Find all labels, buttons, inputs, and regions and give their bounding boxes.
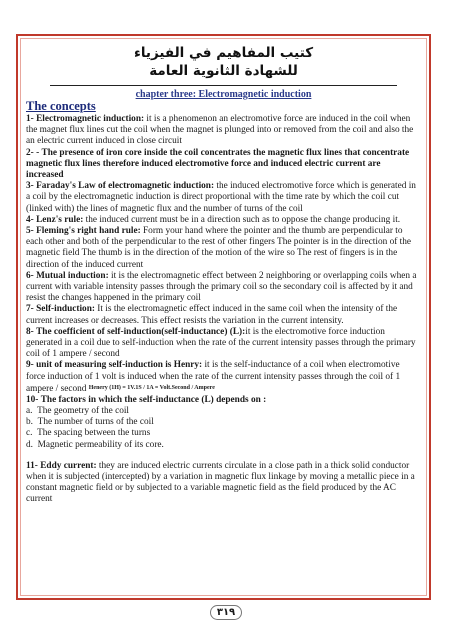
concept-item [26,360,419,394]
book-title: كتيب المفاهيم في الفيزياء [133,45,314,61]
item-term: Self-induction: [36,304,95,315]
item-term: The coefficient of self-induction(self-inductance) (L): [36,326,246,337]
factor-text: The spacing between the turns [37,428,151,439]
item-text: Form your hand where the pointer and the thumb are perpendicular to each other and both of the perpendicular to the rest of other fingers The pointer is in the direction of the magnetic field The thumb is in the direction of the motion of the wire so The rest of fingers is in the direction of the induced current [26,226,412,270]
item-number: 9- [26,360,34,371]
factor-text: Magnetic permeability of its core. [37,439,164,450]
item-term: Lenz's rule: [36,214,84,225]
book-header [18,44,429,80]
concept-item [26,148,419,182]
spacer [26,451,419,461]
item-term: Eddy current: [40,460,97,471]
item-number: 10- [26,394,39,405]
factor-letter: d. [26,439,33,450]
page-number [0,605,452,620]
concept-item [26,461,419,506]
factor-letter: a. [26,406,33,417]
factor-text: The geometry of the coil [37,406,130,417]
item-number: 3- [26,181,34,192]
item-number: 2- - [26,147,40,158]
concept-item [26,215,419,226]
item-term: Faraday's Law of electromagnetic induction: [36,181,215,192]
factor-item [26,406,419,417]
item-number: 7- [26,304,34,315]
item-term: The factors in which the self-inductance (L) depends on : [40,394,267,405]
item-text: it is the self-inductance of a coil when electromotive force induction of 1 volt is induced when the rate of the current intensity passes through the coil of 1 ampere / second [26,360,401,394]
concept-item [26,181,419,215]
item-number: 6- [26,270,34,281]
item-text: the induced current must be in a direction such as to oppose the change producing it. [83,214,401,225]
item-number: 11- [26,460,38,471]
factor-letter: c. [26,428,33,439]
concept-item [26,327,419,361]
concept-item [26,226,419,271]
factor-item [26,417,419,428]
concepts-content [26,114,419,506]
item-number: 1- [26,114,34,124]
book-subtitle: للشهادة الثانوية العامة [149,63,298,79]
section-title: The concepts [26,99,96,113]
chapter-title: chapter three: Electromagnetic induction [135,89,312,100]
concept-item [26,395,419,406]
item-text: it is a phenomenon an electromotive force are induced in the coil when the magnet flux lines cut the coil when the magnet is plunged into or removed from the coil and also the an electric current induced in close circuit [26,114,414,147]
item-number: 4- [26,214,34,225]
henry-formula: Henery (1H) = 1V.1S / 1A = Volt.Second / Ampere [88,384,215,391]
item-text: they are induced electric currents circulate in a close path in a thick solid conductor when it is subjected (intercepted) by a variation in magnetic flux linkage by moving a metallic piece in a constant magnetic field or by subjected to a variable magnetic field as the field produced by the AC current [26,460,415,505]
item-term: Electromagnetic induction: [36,114,145,124]
factor-letter: b. [26,417,33,428]
factor-text: The number of turns of the coil [37,417,154,428]
item-text: it is the electromotive force induction generated in a coil due to self-induction when the rate of the current intensity passes through the primary coil of 1 ampere / second [26,326,416,360]
item-term: unit of measuring self-induction is Henry: [36,360,203,371]
concept-item [26,304,419,326]
item-text: it is the electromagnetic effect between 2 neighboring or overlapping coils when a current with variable intensity passes through the primary coil so the secondary coil is affected by it and resist the changes happened in the primary coil [26,270,417,304]
factor-item [26,440,419,451]
item-number: 8- [26,326,34,337]
item-text: It is the electromagnetic effect induced in the same coil when the intensity of the current increases or decreases. This effect resists the variation in the current intensity. [26,304,398,326]
header-divider [50,85,397,86]
item-term: Mutual induction: [36,270,109,281]
page-frame [16,34,431,600]
item-text: the induced electromotive force which is generated in a coil by the electromagnetic induction is direct proportional with the time rate by which the coil cut (linked with) the lines of magnetic flux and the number of turns of the coil [26,181,416,214]
item-term: Fleming's right hand rule: [36,226,141,237]
page-number-label: ٣١٩ [210,605,242,620]
concept-item [26,114,419,148]
factor-item [26,428,419,439]
item-number: 5- [26,226,34,237]
concept-item [26,271,419,305]
item-term: The presence of iron core inside the coil concentrates the magnetic flux lines that concentrate magnetic flux lines therefore induced electromotive force and induced electric current are increased [26,147,410,181]
